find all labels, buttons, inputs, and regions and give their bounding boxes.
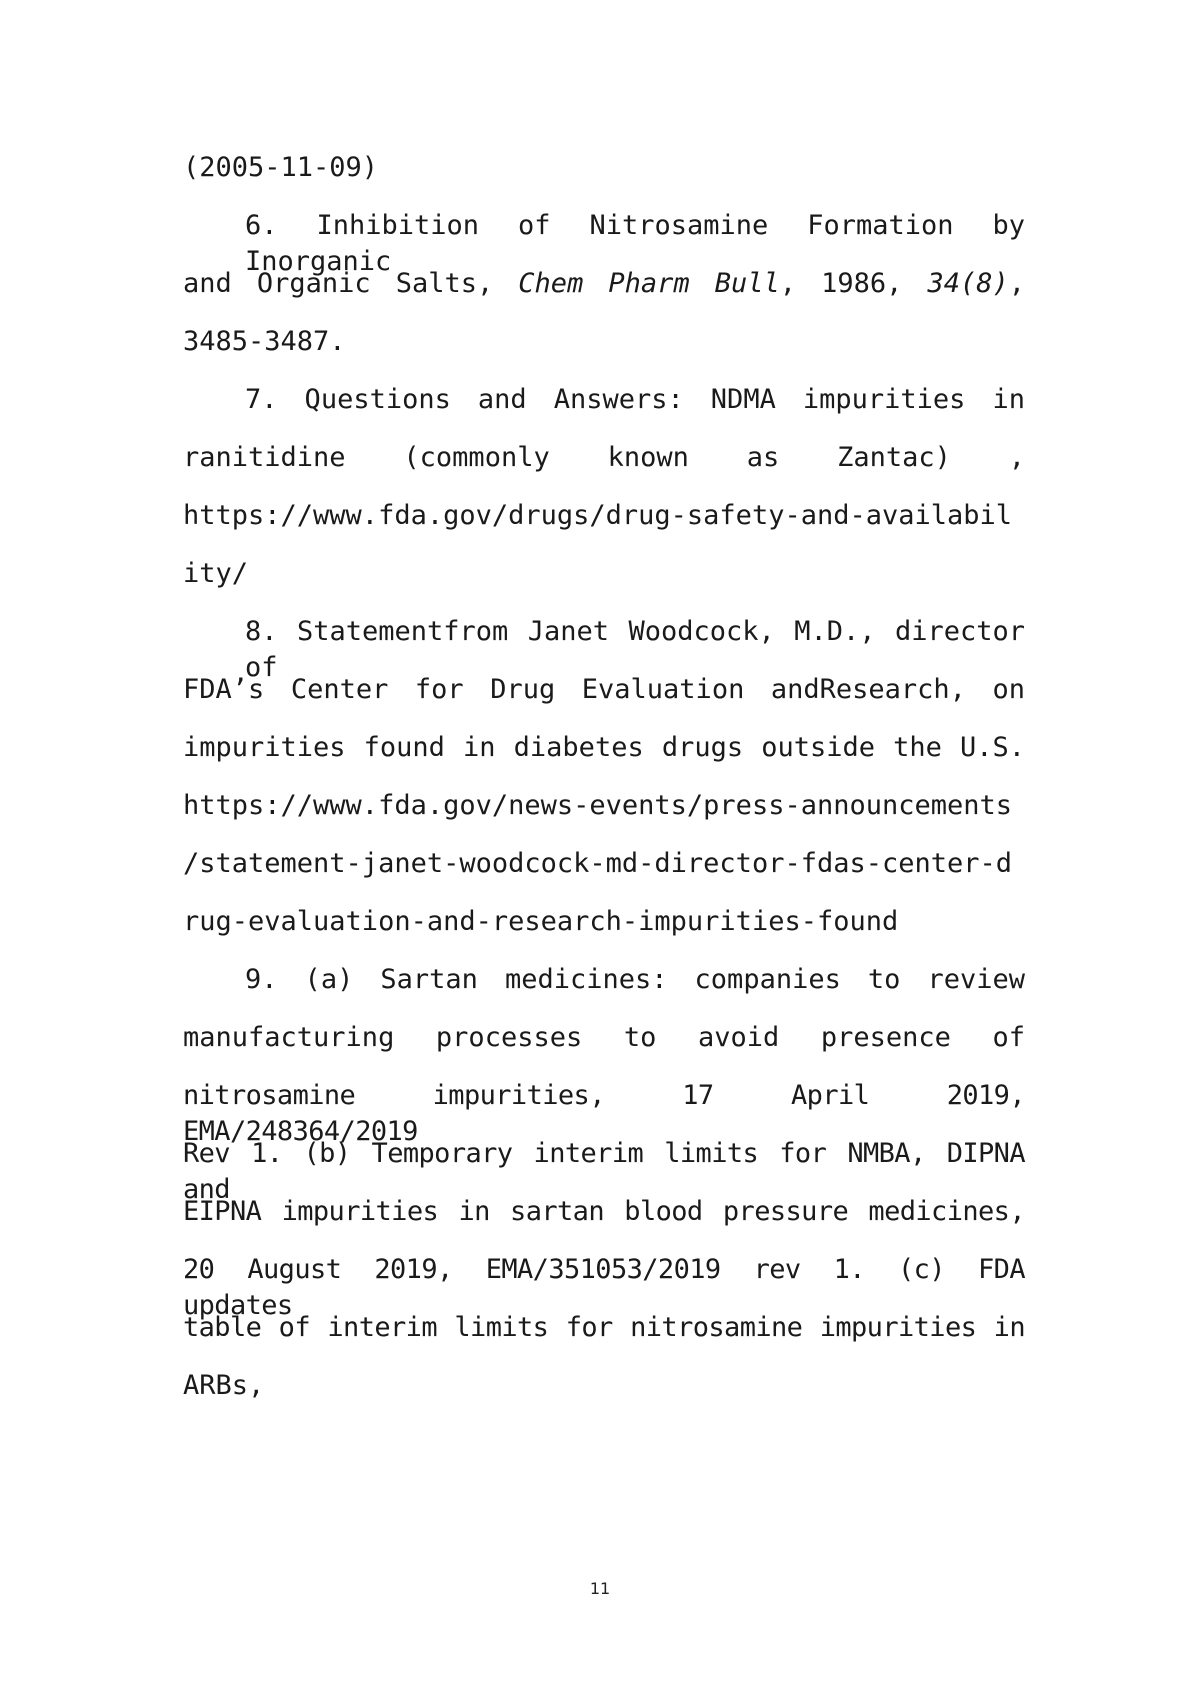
ref-9-line-4: Rev 1. (b) Temporary interim limits for NMBA, DIPNA and: [183, 1138, 1025, 1205]
ref-9-line-6: 20 August 2019, EMA/351053/2019 rev 1. (c) FDA updates: [183, 1254, 1025, 1321]
ref-6-text-b: , 1986,: [779, 268, 928, 299]
ref-6-text-c: ,: [1008, 268, 1025, 299]
ref-9-line-5: EIPNA impurities in sartan blood pressure medicines,: [183, 1196, 1025, 1227]
ref-9-line-7: table of interim limits for nitrosamine impurities in: [183, 1312, 1025, 1343]
ref-7-url-2: ity/: [183, 558, 249, 589]
ref-6-text-a: and Organic Salts,: [183, 268, 519, 299]
ref-6-pages: 3485-3487.: [183, 326, 346, 357]
ref-7-line-1: 7. Questions and Answers: NDMA impurities in: [245, 384, 1025, 415]
ref-8-line-3: impurities found in diabetes drugs outside the U.S.: [183, 732, 1025, 763]
ref-8-line-2: FDA’s Center for Drug Evaluation andResearch, on: [183, 674, 1025, 705]
ref-7-url-1: https://www.fda.gov/drugs/drug-safety-and-availabil: [183, 500, 1013, 531]
ref-8-url-3: rug-evaluation-and-research-impurities-found: [183, 906, 899, 937]
page-number: 11: [589, 1579, 611, 1598]
ref-6-line-1: 6. Inhibition of Nitrosamine Formation by Inorganic: [245, 210, 1025, 277]
ref-7-line-2: ranitidine (commonly known as Zantac) ,: [183, 442, 1025, 473]
ref-8-url-1: https://www.fda.gov/news-events/press-announcements: [183, 790, 1013, 821]
ref-8-line-1: 8. Statementfrom Janet Woodcock, M.D., director of: [245, 616, 1025, 683]
ref-9-line-2: manufacturing processes to avoid presence of: [183, 1022, 1025, 1053]
ref-6-journal: Chem Pharm Bull: [518, 268, 780, 299]
ref-9-line-1: 9. (a) Sartan medicines: companies to review: [245, 964, 1025, 995]
ref-9-line-8: ARBs,: [183, 1370, 265, 1401]
ref-8-url-2: /statement-janet-woodcock-md-director-fdas-center-d: [183, 848, 1013, 879]
ref-9-line-3: nitrosamine impurities, 17 April 2019, EMA/248364/2019: [183, 1080, 1025, 1147]
ref-6-volume: 34(8): [927, 268, 1009, 299]
ref-5-date: (2005-11-09): [183, 152, 379, 183]
ref-6-line-2: [183, 266, 1025, 302]
